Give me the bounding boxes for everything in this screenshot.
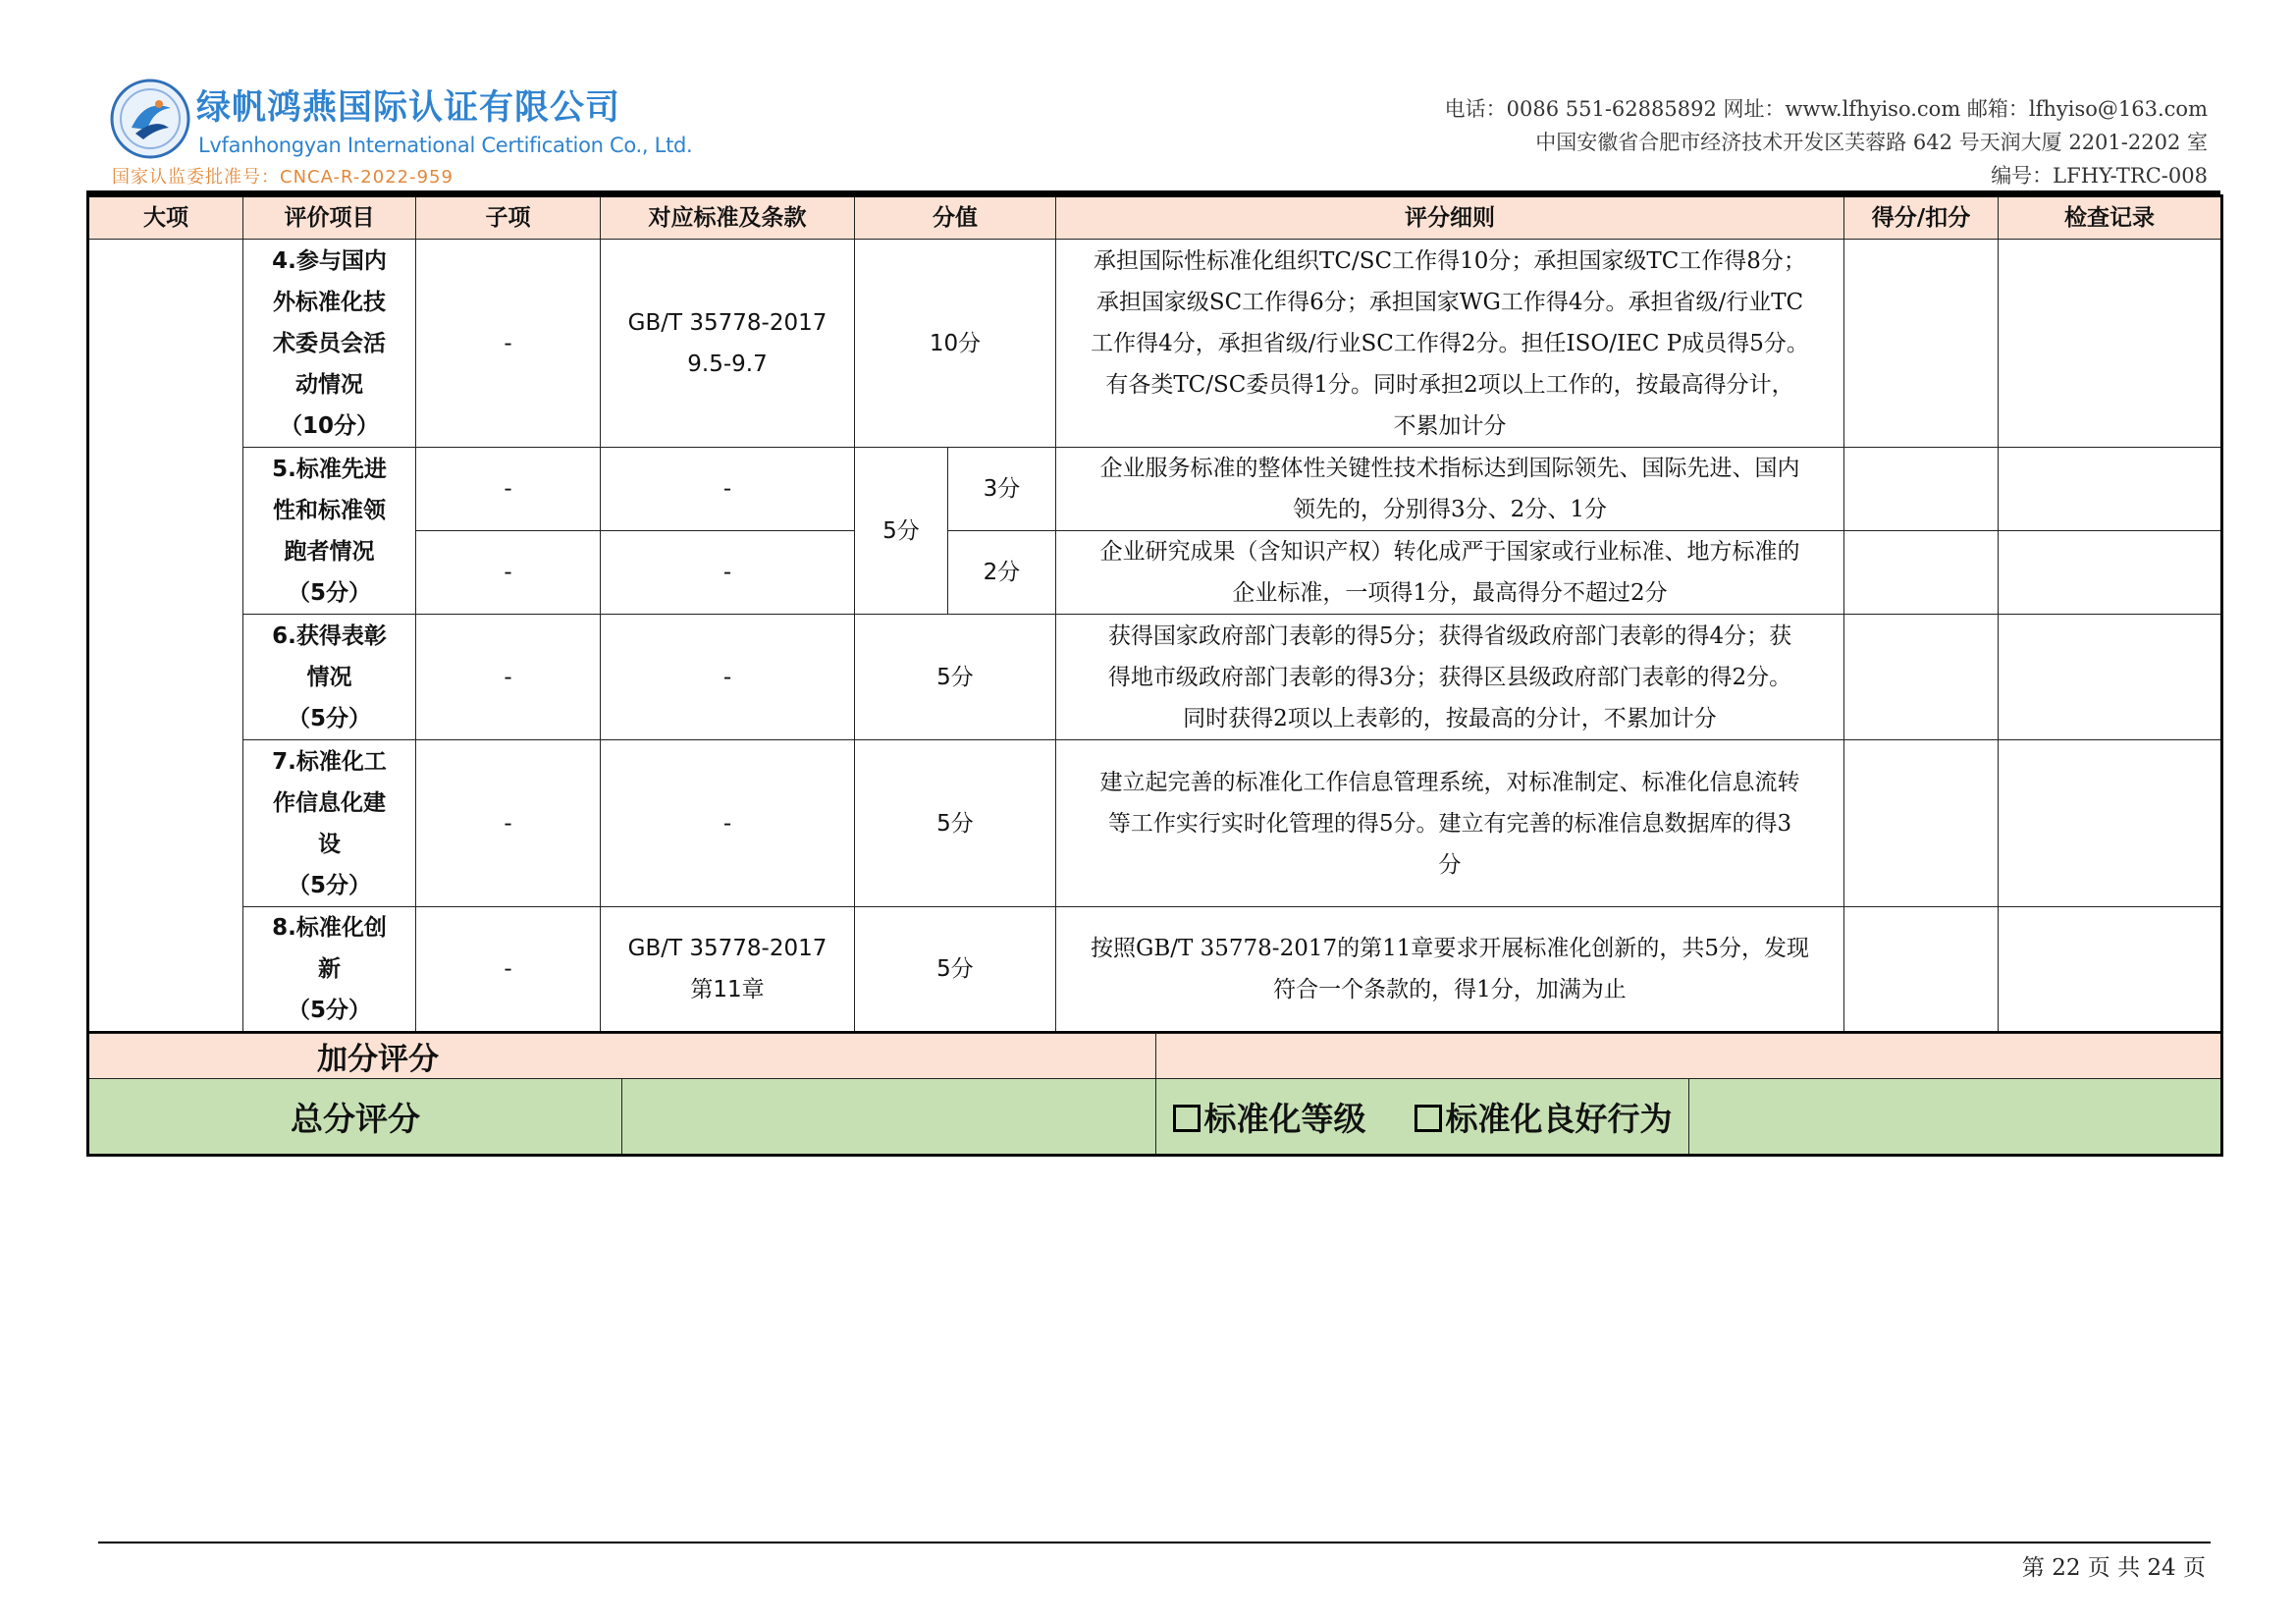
score-total-cell: 5分	[855, 448, 948, 615]
rules-line: 领先的，分别得3分、2分、1分	[1293, 497, 1607, 522]
item-line: （5分）	[287, 872, 371, 898]
score-cell: 3分	[948, 448, 1056, 531]
points-input-cell[interactable]	[1844, 615, 1999, 740]
item-cell	[243, 907, 416, 1033]
col-header-category: 大项	[88, 196, 243, 240]
rules-line: 同时获得2项以上表彰的，按最高的分计，不累加计分	[1183, 705, 1717, 731]
subitem-cell: -	[416, 740, 601, 907]
company-name-en: Lvfanhongyan International Certification Co., Ltd.	[198, 134, 693, 157]
total-score-cell[interactable]	[622, 1079, 1156, 1156]
table-row	[88, 240, 2222, 448]
option-good-behavior-label: 标准化良好行为	[1445, 1099, 1673, 1138]
standard-line: GB/T 35778-2017	[627, 936, 828, 961]
bonus-label	[88, 1034, 1156, 1079]
evaluation-table	[86, 194, 2223, 1034]
item-line: 5.标准先进	[272, 456, 387, 482]
standard-cell: -	[601, 448, 855, 531]
col-header-item: 评价项目	[243, 196, 416, 240]
registration-number: 国家认监委批准号：CNCA-R-2022-959	[112, 167, 454, 188]
item-line: 术委员会活	[273, 330, 386, 356]
item-line: （10分）	[279, 412, 379, 439]
rules-cell	[1056, 531, 1844, 615]
item-line: 动情况	[295, 371, 363, 398]
page-current: 22	[2052, 1555, 2081, 1581]
item-line: 作信息化建	[273, 789, 386, 816]
rules-cell	[1056, 740, 1844, 907]
bonus-score-cell[interactable]	[1156, 1034, 2222, 1079]
item-line: 性和标准领	[273, 497, 386, 523]
item-line: 跑者情况	[284, 538, 375, 565]
item-cell	[243, 740, 416, 907]
item-line: （5分）	[287, 705, 371, 731]
rules-line: 承担国家级SC工作得6分；承担国家WG工作得4分。承担省级/行业TC	[1095, 289, 1804, 315]
rules-cell	[1056, 907, 1844, 1033]
standard-cell: -	[601, 531, 855, 615]
category-cell	[88, 240, 243, 1033]
standard-line: 第11章	[690, 977, 765, 1002]
option-grade-label: 标准化等级	[1203, 1099, 1366, 1138]
subitem-cell: -	[416, 240, 601, 448]
rules-line: 建立起完善的标准化工作信息管理系统，对标准制定、标准化信息流转	[1099, 769, 1800, 795]
page-suffix: 页	[2183, 1555, 2206, 1581]
standard-cell	[601, 240, 855, 448]
item-line: 设	[318, 831, 341, 857]
table-row	[88, 615, 2222, 740]
footer-rule	[98, 1542, 2211, 1543]
contact-line: 电话：0086 551-62885892 网址：www.lfhyiso.com 邮箱：lfhyiso@163.com	[1444, 97, 2208, 121]
page-number	[2022, 1549, 2206, 1582]
rules-cell	[1056, 615, 1844, 740]
item-line: （5分）	[287, 579, 371, 606]
checkbox-icon[interactable]	[1173, 1105, 1201, 1132]
rules-line: 符合一个条款的，得1分，加满为止	[1273, 977, 1627, 1002]
table-header-row	[88, 196, 2222, 240]
rules-line: 获得国家政府部门表彰的得5分；获得省级政府部门表彰的得4分；获	[1107, 623, 1792, 649]
item-line: （5分）	[287, 998, 371, 1023]
item-cell	[243, 448, 416, 615]
standard-cell	[601, 907, 855, 1033]
item-line: 4.参与国内	[272, 247, 387, 274]
table-row	[88, 740, 2222, 907]
rules-line: 不累加计分	[1393, 412, 1507, 439]
rules-line: 工作得4分，承担省级/行业SC工作得2分。担任ISO/IEC P成员得5分。	[1091, 330, 1809, 356]
page-prefix: 第	[2021, 1555, 2045, 1581]
rules-line: 有各类TC/SC委员得1分。同时承担2项以上工作的，按最高得分计，	[1105, 371, 1794, 398]
score-cell: 10分	[855, 240, 1056, 448]
subitem-cell: -	[416, 907, 601, 1033]
item-line: 6.获得表彰	[272, 623, 387, 649]
col-header-score: 分值	[855, 196, 1056, 240]
bonus-row	[88, 1034, 2222, 1079]
standard-cell: -	[601, 740, 855, 907]
col-header-standard: 对应标准及条款	[601, 196, 855, 240]
points-input-cell[interactable]	[1844, 531, 1999, 615]
result-options	[1156, 1079, 1689, 1156]
col-header-record: 检查记录	[1999, 196, 2222, 240]
total-label: 总分评分	[88, 1079, 622, 1156]
points-input-cell[interactable]	[1844, 740, 1999, 907]
record-input-cell[interactable]	[1999, 907, 2222, 1033]
standard-line: 9.5-9.7	[687, 351, 768, 377]
rules-line: 企业研究成果（含知识产权）转化成严于国家或行业标准、地方标准的	[1099, 539, 1800, 565]
record-input-cell[interactable]	[1999, 448, 2222, 531]
points-input-cell[interactable]	[1844, 907, 1999, 1033]
item-line: 8.标准化创	[272, 915, 387, 941]
rules-line: 企业标准，一项得1分，最高得分不超过2分	[1232, 580, 1668, 606]
contact-block	[1445, 92, 2208, 192]
item-line: 7.标准化工	[272, 748, 387, 775]
address-line: 中国安徽省合肥市经济技术开发区芙蓉路 642 号天润大厦 2201-2202 室	[1535, 131, 2208, 154]
summary-table	[86, 1033, 2223, 1157]
rules-line: 等工作实行实时化管理的得5分。建立有完善的标准信息数据库的得3	[1107, 810, 1792, 837]
page-total: 24	[2147, 1555, 2176, 1581]
rules-line: 按照GB/T 35778-2017的第11章要求开展标准化创新的，共5分，发现	[1090, 936, 1810, 961]
item-cell	[243, 240, 416, 448]
rules-line: 企业服务标准的整体性关键性技术指标达到国际领先、国际先进、国内	[1099, 456, 1800, 481]
table-row	[88, 448, 2222, 531]
subitem-cell: -	[416, 615, 601, 740]
document-code: 编号：LFHY-TRC-008	[1991, 164, 2208, 188]
points-input-cell[interactable]	[1844, 448, 1999, 531]
subitem-cell: -	[416, 531, 601, 615]
score-cell: 5分	[855, 907, 1056, 1033]
rules-cell	[1056, 240, 1844, 448]
standard-line: GB/T 35778-2017	[627, 309, 828, 336]
rules-line: 承担国际性标准化组织TC/SC工作得10分；承担国家级TC工作得8分；	[1094, 247, 1806, 274]
item-line: 外标准化技	[273, 289, 386, 315]
points-input-cell[interactable]	[1844, 240, 1999, 448]
total-row	[88, 1079, 2222, 1156]
page-mid: 页 共	[2087, 1555, 2141, 1581]
record-input-cell[interactable]	[1999, 615, 2222, 740]
rules-cell	[1056, 448, 1844, 531]
rules-line: 分	[1438, 851, 1462, 878]
company-name-cn: 绿帆鸿燕国际认证有限公司	[196, 88, 621, 128]
record-input-cell[interactable]	[1999, 531, 2222, 615]
col-header-subitem: 子项	[416, 196, 601, 240]
score-cell: 5分	[855, 615, 1056, 740]
item-line: 新	[318, 956, 341, 982]
rules-line: 得地市级政府部门表彰的得3分；获得区县级政府部门表彰的得2分。	[1107, 664, 1792, 690]
score-cell: 2分	[948, 531, 1056, 615]
item-line: 情况	[306, 664, 352, 690]
col-header-points: 得分/扣分	[1844, 196, 1999, 240]
record-input-cell[interactable]	[1999, 740, 2222, 907]
subitem-cell: -	[416, 448, 601, 531]
company-logo-icon	[110, 79, 190, 159]
result-remark-cell[interactable]	[1689, 1079, 2222, 1156]
score-cell: 5分	[855, 740, 1056, 907]
standard-cell: -	[601, 615, 855, 740]
record-input-cell[interactable]	[1999, 240, 2222, 448]
bonus-label-text: 加分评分	[317, 1042, 439, 1077]
table-row	[88, 907, 2222, 1033]
checkbox-icon[interactable]	[1415, 1105, 1442, 1132]
col-header-rules: 评分细则	[1056, 196, 1844, 240]
item-cell	[243, 615, 416, 740]
